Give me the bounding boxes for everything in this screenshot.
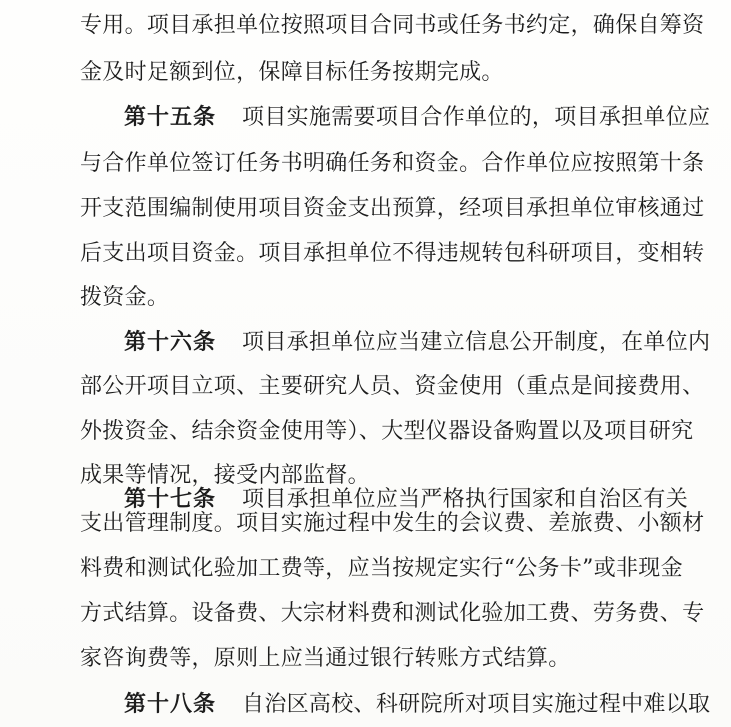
text-line: 金及时足额到位，保障目标任务按期完成。 (80, 60, 504, 85)
article-number: 第十八条 (124, 692, 217, 717)
article-18-line (124, 683, 711, 727)
article-number: 第十七条 (124, 487, 217, 512)
text-span: 项目实施需要项目合作单位的，项目承担单位应 (242, 105, 711, 130)
text-line: 方式结算。设备费、大宗材料费和测试化验加工费、劳务费、专 (80, 601, 705, 626)
text-span: 自治区高校、科研院所对项目实施过程中难以取 (242, 692, 711, 717)
article-number: 第十五条 (124, 105, 217, 130)
text-line: 外拨资金、结余资金使用等）、大型仪器设备购置以及项目研究 (80, 419, 694, 444)
article-16-line (124, 321, 711, 365)
text-line: 支出管理制度。项目实施过程中发生的会议费、差旅费、小额材 (80, 511, 705, 536)
text-line: 后支出项目资金。项目承担单位不得违规转包科研项目，变相转 (80, 241, 705, 266)
text-line: 成果等情况，接受内部监督。 (80, 463, 370, 488)
article-15-line (124, 96, 711, 140)
text-span: 项目承担单位应当严格执行国家和自治区有关 (242, 487, 689, 512)
text-line: 家咨询费等，原则上应当通过银行转账方式结算。 (80, 646, 571, 671)
text-line: 部公开项目立项、主要研究人员、资金使用（重点是间接费用、 (80, 374, 705, 399)
text-span: 项目承担单位应当建立信息公开制度，在单位内 (242, 330, 711, 355)
article-number: 第十六条 (124, 330, 217, 355)
text-line: 料费和测试化验加工费等，应当按规定实行“公务卡”或非现金 (80, 556, 683, 581)
text-line: 开支范围编制使用项目资金支出预算，经项目承担单位审核通过 (80, 196, 705, 221)
text-line: 专用。项目承担单位按照项目合同书或任务书约定，确保自筹资 (80, 13, 705, 38)
text-line: 拨资金。 (80, 285, 170, 310)
text-line: 与合作单位签订任务书明确任务和资金。合作单位应按照第十条 (80, 151, 705, 176)
